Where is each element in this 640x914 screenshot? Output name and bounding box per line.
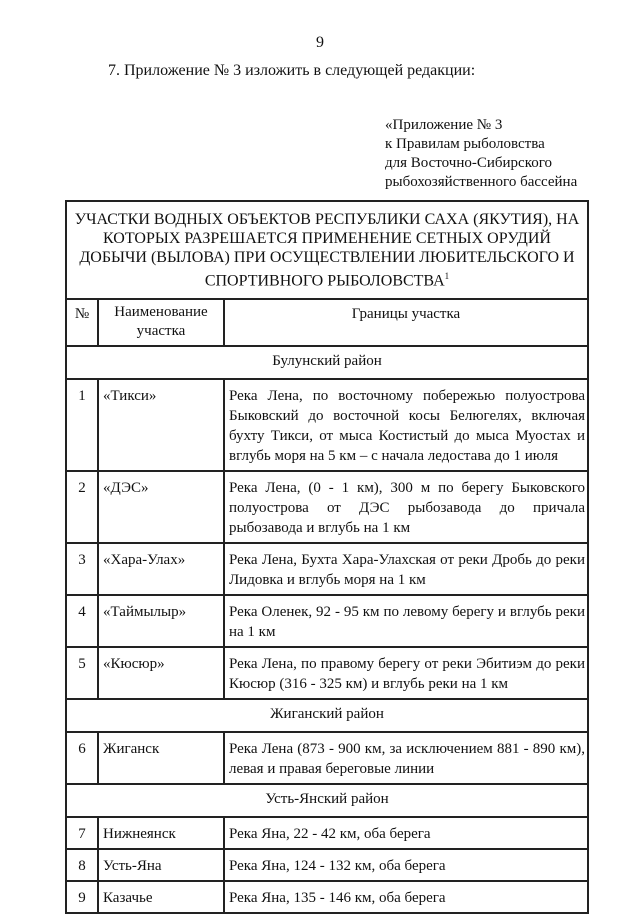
appendix-line: «Приложение № 3 — [385, 117, 503, 133]
row-number: 6 — [66, 732, 98, 784]
title-footnote: 1 — [444, 271, 450, 281]
district-name: Жиганский район — [66, 699, 588, 732]
area-name: «Хара-Улах» — [98, 543, 224, 595]
appendix-line: для Восточно-Сибирского — [385, 155, 552, 171]
row-number: 8 — [66, 849, 98, 881]
header-num: № — [66, 299, 98, 346]
row-number: 9 — [66, 881, 98, 913]
district-row — [66, 346, 588, 379]
page-number: 9 — [316, 34, 324, 51]
area-name: Казачье — [98, 881, 224, 913]
table-row — [66, 732, 588, 784]
row-number: 2 — [66, 471, 98, 543]
area-bounds: Река Лена, по правому берегу от реки Эбитиэм до реки Кюсюр (316 - 325 км) и вглубь реки на 1 км — [224, 647, 588, 699]
area-name: «ДЭС» — [98, 471, 224, 543]
table-title: УЧАСТКИ ВОДНЫХ ОБЪЕКТОВ РЕСПУБЛИКИ САХА (ЯКУТИЯ), НА КОТОРЫХ РАЗРЕШАЕТСЯ ПРИМЕНЕНИЕ СЕТНЫХ ОРУДИЙ ДОБЫЧИ (ВЫЛОВА) ПРИ ОСУЩЕСТВЛЕНИИ ЛЮБИТЕЛЬСКОГО И СПОРТИВНОГО РЫБОЛОВСТВА — [74, 211, 580, 290]
table-row — [66, 543, 588, 595]
area-bounds: Река Яна, 135 - 146 км, оба берега — [224, 881, 588, 913]
table-row — [66, 881, 588, 913]
table-row — [66, 379, 588, 471]
district-row — [66, 699, 588, 732]
row-number: 7 — [66, 817, 98, 849]
area-name: «Тикси» — [98, 379, 224, 471]
table-header-row — [66, 299, 588, 346]
area-name: Нижнеянск — [98, 817, 224, 849]
area-bounds: Река Лена, по восточному побережью полуострова Быковский до восточной косы Белюгелях, включая бухту Тикси, от мыса Костистый до мыса Муостах и вглубь моря на 5 км – с начала ледостава до 1 июля — [224, 379, 588, 471]
area-name: «Кюсюр» — [98, 647, 224, 699]
area-bounds: Река Яна, 22 - 42 км, оба берега — [224, 817, 588, 849]
table-row — [66, 647, 588, 699]
appendix-line: к Правилам рыболовства — [385, 136, 545, 152]
district-name: Усть-Янский район — [66, 784, 588, 817]
area-bounds: Река Лена, Бухта Хара-Улахская от реки Дробь до реки Лидовка и вглубь моря на 1 км — [224, 543, 588, 595]
row-number: 5 — [66, 647, 98, 699]
table-body — [66, 346, 588, 913]
appendix-header — [385, 116, 577, 192]
area-name: Усть-Яна — [98, 849, 224, 881]
fishing-areas-table — [65, 200, 589, 914]
row-number: 4 — [66, 595, 98, 647]
district-name: Булунский район — [66, 346, 588, 379]
area-bounds: Река Лена (873 - 900 км, за исключением 881 - 890 км), левая и правая береговые линии — [224, 732, 588, 784]
instruction-text: 7. Приложение № 3 изложить в следующей редакции: — [108, 62, 476, 79]
table-row — [66, 849, 588, 881]
district-row — [66, 784, 588, 817]
row-number: 3 — [66, 543, 98, 595]
appendix-line: рыбохозяйственного бассейна — [385, 174, 578, 190]
table-row — [66, 471, 588, 543]
header-name: Наименование участка — [98, 299, 224, 346]
area-bounds: Река Лена, (0 - 1 км), 300 м по берегу Быковского полуострова от ДЭС рыбозавода до причала рыбозавода и вглубь на 1 км — [224, 471, 588, 543]
header-bounds: Границы участка — [224, 299, 588, 346]
area-bounds: Река Яна, 124 - 132 км, оба берега — [224, 849, 588, 881]
area-name: «Таймылыр» — [98, 595, 224, 647]
row-number: 1 — [66, 379, 98, 471]
table-title-cell — [66, 201, 588, 299]
area-bounds: Река Оленек, 92 - 95 км по левому берегу и вглубь реки на 1 км — [224, 595, 588, 647]
table-row — [66, 817, 588, 849]
area-name: Жиганск — [98, 732, 224, 784]
table-row — [66, 595, 588, 647]
